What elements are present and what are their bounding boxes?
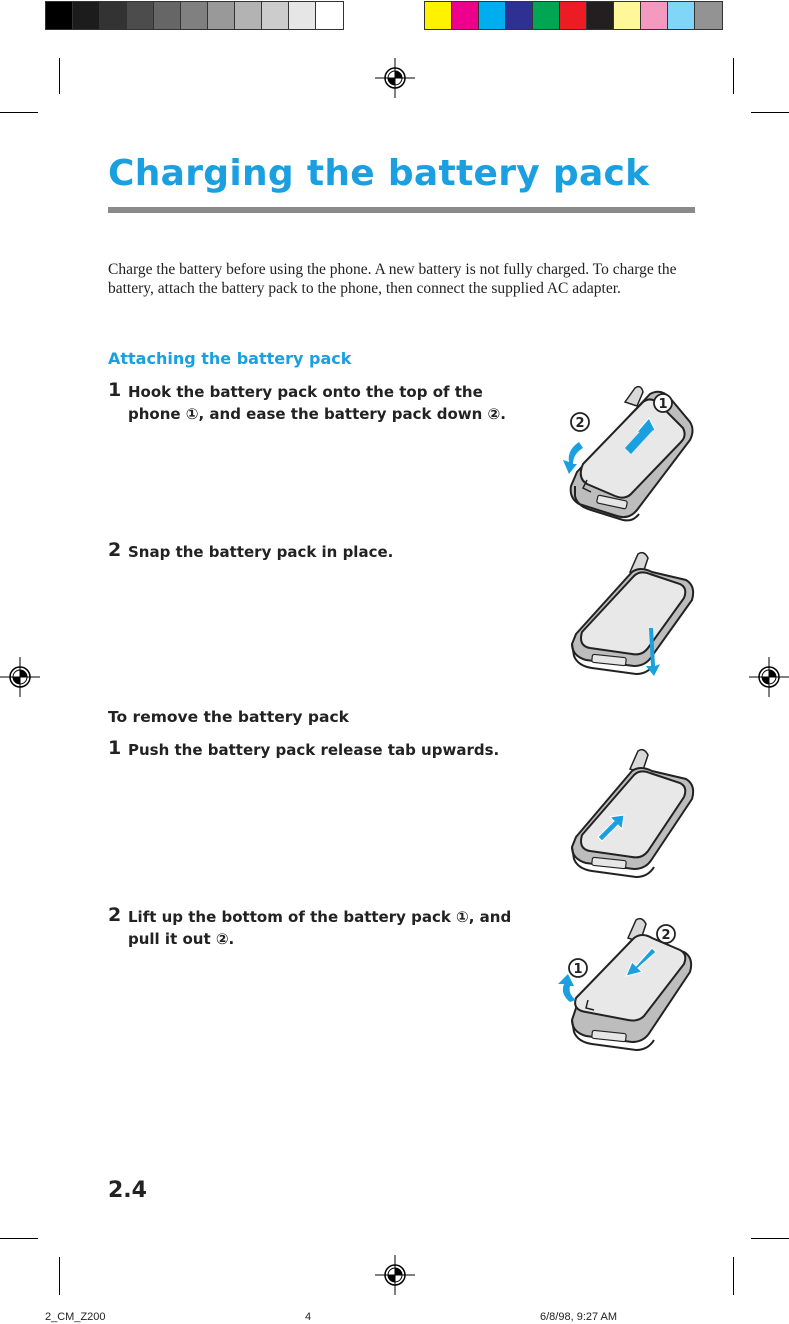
step-text: Push the battery pack release tab upwards. [128,741,500,759]
page-title: Charging the battery pack [108,153,650,194]
color-swatch [614,2,641,29]
crop-mark [59,1257,60,1295]
page-number: 2.4 [108,1178,147,1203]
footer-file: 2_CM_Z200 [45,1311,106,1323]
figure-label: 1 [573,962,583,977]
color-swatch [533,2,560,29]
color-swatch [506,2,533,29]
remove-heading: To remove the battery pack [108,708,349,726]
attach-step-2 [108,541,528,563]
registration-mark-icon [375,58,415,98]
color-swatch [425,2,452,29]
color-swatch [73,2,100,29]
crop-mark [0,112,38,113]
color-swatch [289,2,316,29]
step-text: Snap the battery pack in place. [128,543,394,561]
grayscale-color-bar [45,1,344,30]
registration-mark-icon [0,657,40,697]
crop-mark [733,1257,734,1295]
registration-mark-icon [749,657,789,697]
crop-mark [733,58,734,94]
color-swatch [587,2,614,29]
figure-label: 2 [575,416,585,431]
crop-mark [59,58,60,94]
attach-heading: Attaching the battery pack [108,349,352,368]
color-swatch [235,2,262,29]
step-number: 1 [108,737,122,759]
figure-push-release [562,745,700,885]
figure-label: 1 [658,397,668,412]
color-swatch [127,2,154,29]
title-rule [108,207,695,213]
crop-mark [751,112,789,113]
color-swatch [46,2,73,29]
attach-step-1 [108,381,528,425]
color-swatch [641,2,668,29]
crop-mark [751,1238,789,1239]
process-color-bar [424,1,723,30]
color-swatch [479,2,506,29]
step-number: 1 [108,379,122,401]
footer-timestamp: 6/8/98, 9:27 AM [540,1311,618,1323]
crop-mark [0,1238,38,1239]
step-number: 2 [108,904,122,926]
color-swatch [452,2,479,29]
step-text: Lift up the bottom of the battery pack ①, and pull it out ②. [128,908,512,948]
intro-paragraph: Charge the battery before using the phone. A new battery is not fully charged. To charge the battery, attach the battery pack to the phone, then connect the supplied AC adapter. [108,261,677,297]
color-swatch [695,2,722,29]
color-swatch [100,2,127,29]
footer-page: 4 [305,1311,312,1323]
figure-attach-hook [555,380,700,525]
remove-step-2 [108,906,528,950]
remove-step-1 [108,739,528,761]
color-swatch [181,2,208,29]
color-swatch [154,2,181,29]
color-swatch [262,2,289,29]
color-swatch [316,2,343,29]
color-swatch [668,2,695,29]
color-swatch [208,2,235,29]
figure-lift-out [552,912,700,1057]
step-text: Hook the battery pack onto the top of the phone ①, and ease the battery pack down ②. [128,383,506,423]
registration-mark-icon [375,1255,415,1295]
step-number: 2 [108,539,122,561]
figure-label: 2 [661,928,671,943]
color-swatch [560,2,587,29]
figure-snap-in [562,548,700,680]
